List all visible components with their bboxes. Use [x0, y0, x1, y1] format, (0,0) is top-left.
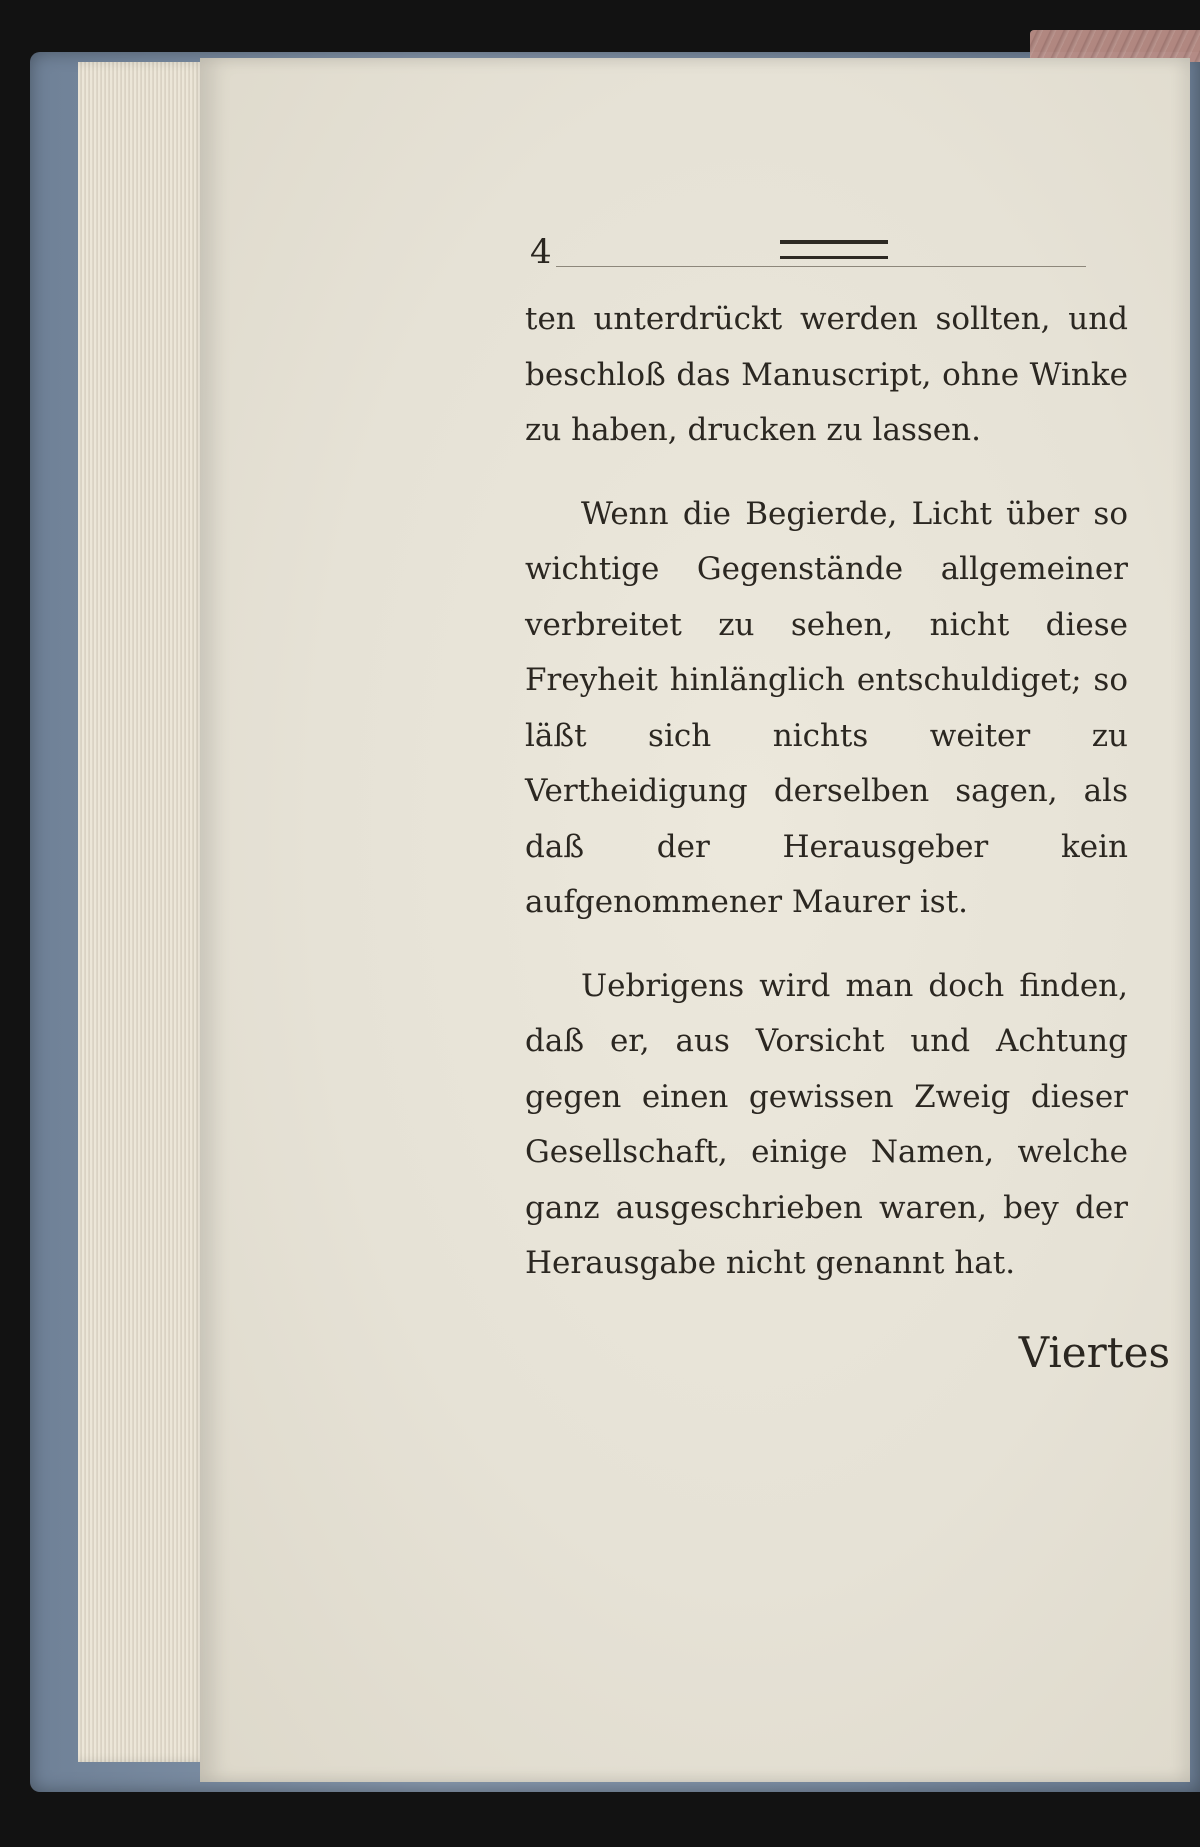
paragraph-2: Wenn die Begierde, Licht über so wichtige Gegenstände allgemeiner verbreitet zu sehen, nicht diese Freyheit hinlänglich entschuldiget; so läßt sich nichts weiter zu Vertheidigung derselben sagen, als daß der Herausgeber kein aufgenommener Maurer ist. — [525, 495, 1128, 920]
page-number: 4 — [530, 232, 552, 272]
header-ornament-icon — [780, 240, 888, 259]
page-edges — [78, 62, 208, 1762]
paragraph-3: Uebrigens wird man doch finden, daß er, aus Vorsicht und Achtung gegen einen gewissen Zweig dieser Gesellschaft, einige Namen, welche ganz ausgeschrieben waren, bey der Herausgabe nicht genannt hat. — [525, 967, 1128, 1281]
paragraph-1: ten unterdrückt werden sollten, und beschloß das Manuscript, ohne Winke zu haben, drucken zu lassen. — [525, 301, 1128, 448]
catchword: Viertes — [1018, 1328, 1170, 1377]
header-rule — [556, 266, 1086, 267]
page-header — [530, 232, 1100, 272]
page-text — [525, 292, 1128, 1292]
